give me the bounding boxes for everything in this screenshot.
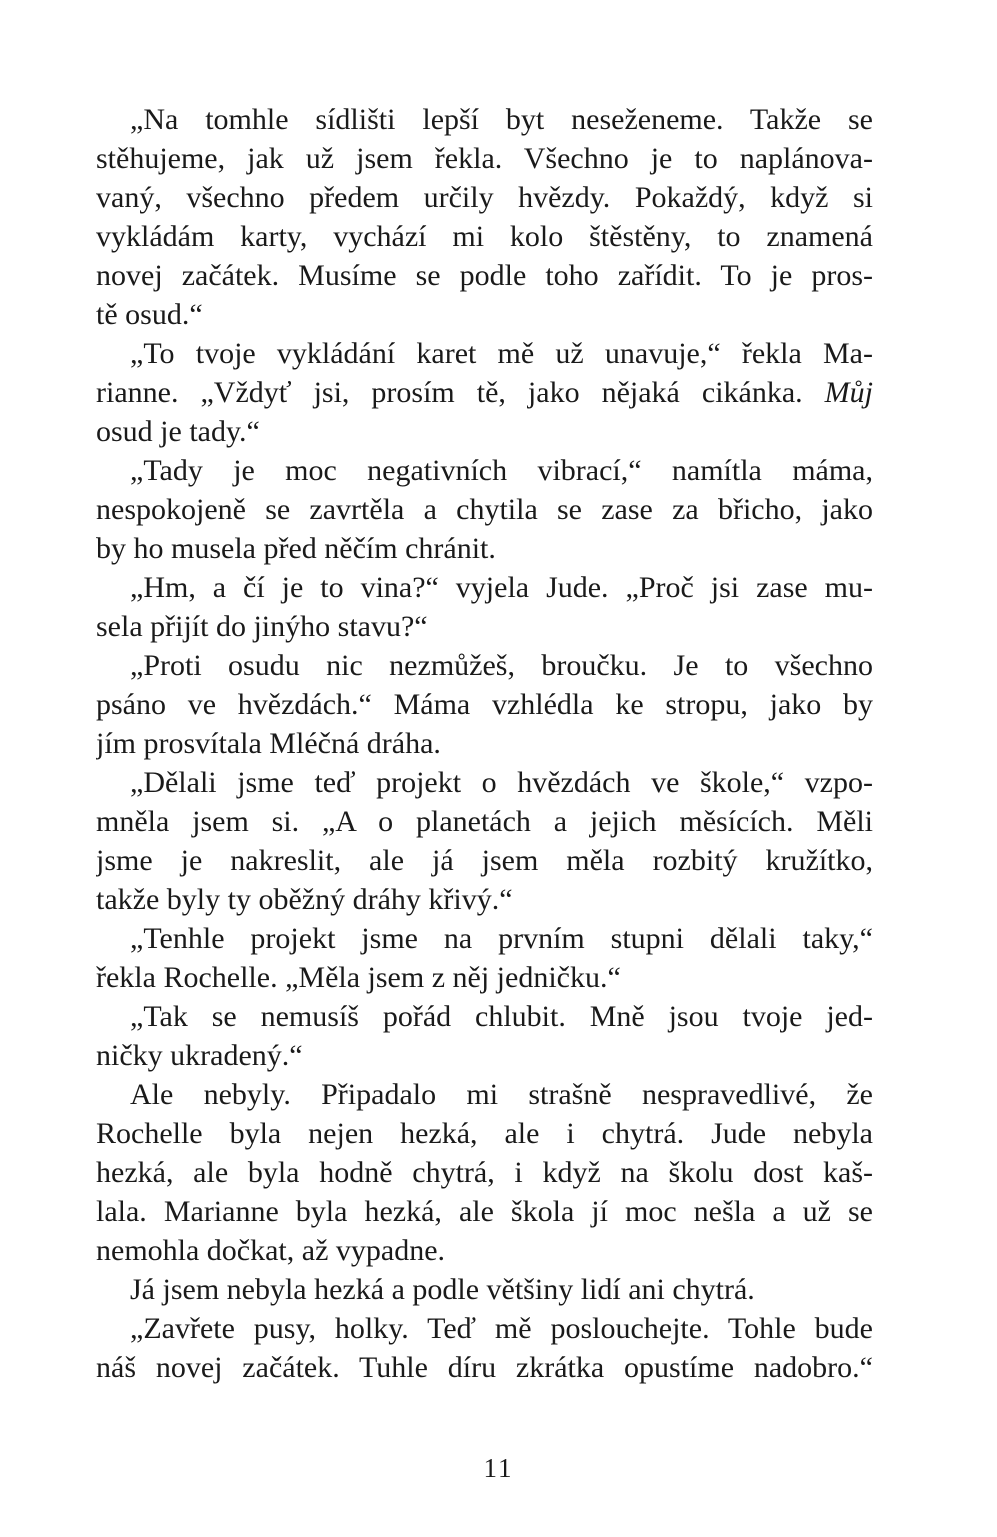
text-line: „Tenhle projekt jsme na prvním stupni dělali taky,“ [130, 922, 873, 955]
paragraph [96, 646, 873, 763]
text-line: „To tvoje vykládání karet mě už unavuje,“ řekla Ma- [130, 337, 873, 370]
text-line: Ale nebyly. Připadalo mi strašně nespravedlivé, že [130, 1078, 873, 1111]
text-line: lala. Marianne byla hezká, ale škola jí moc nešla a už se [96, 1195, 873, 1228]
text-line: jsme je nakreslit, ale já jsem měla rozbitý kružítko, [96, 844, 873, 877]
text-line: Já jsem nebyla hezká a podle většiny lidí ani chytrá. [130, 1273, 755, 1306]
text-line: sela přijít do jinýho stavu?“ [96, 610, 428, 643]
text-line: vykládám karty, vychází mi kolo štěstěny, to znamená [96, 220, 873, 253]
text-line: psáno ve hvězdách.“ Máma vzhlédla ke stropu, jako by [96, 688, 873, 721]
paragraph [96, 919, 873, 997]
text-line: „Proti osudu nic nezmůžeš, broučku. Je to všechno [130, 649, 873, 682]
text-line: „Na tomhle sídlišti lepší byt neseženeme. Takže se [130, 103, 873, 136]
text-line: ničky ukradený.“ [96, 1039, 303, 1072]
text-line: by ho musela před něčím chránit. [96, 532, 496, 565]
paragraph [96, 997, 873, 1075]
paragraph [96, 1309, 873, 1387]
paragraph [96, 100, 873, 334]
text-line: takže byly ty oběžný dráhy křivý.“ [96, 883, 513, 916]
text-line: „Tady je moc negativních vibrací,“ namítla máma, [130, 454, 873, 487]
paragraph [96, 334, 873, 451]
text-line: tě osud.“ [96, 298, 203, 331]
page-text [96, 100, 873, 1387]
page-number: 11 [483, 1453, 514, 1483]
text-line: stěhujeme, jak už jsem řekla. Všechno je to naplánova- [96, 142, 873, 175]
text-line: „Zavřete pusy, holky. Teď mě poslouchejte. Tohle bude [130, 1312, 873, 1345]
text-line: řekla Rochelle. „Měla jsem z něj jedničku.“ [96, 961, 621, 994]
paragraph [96, 568, 873, 646]
paragraph [96, 451, 873, 568]
text-line-with-italic: rianne. „Vždyť jsi, prosím tě, jako nějaká cikánka. Můj [96, 376, 873, 409]
paragraph [96, 1075, 873, 1270]
text-line: nemohla dočkat, až vypadne. [96, 1234, 446, 1267]
italic-word: Můj [824, 376, 873, 409]
text-line: hezká, ale byla hodně chytrá, i když na školu dost kaš- [96, 1156, 873, 1189]
paragraph [96, 763, 873, 919]
text-line: novej začátek. Musíme se podle toho zařídit. To je pros- [96, 259, 873, 292]
text-line: nespokojeně se zavrtěla a chytila se zase za břicho, jako [96, 493, 873, 526]
text-line: jím prosvítala Mléčná dráha. [96, 727, 441, 760]
text-line: „Hm, a čí je to vina?“ vyjela Jude. „Proč jsi zase mu- [130, 571, 873, 604]
text-line: Rochelle byla nejen hezká, ale i chytrá. Jude nebyla [96, 1117, 873, 1150]
text-line: mněla jsem si. „A o planetách a jejich měsících. Měli [96, 805, 873, 838]
text-line: vaný, všechno předem určily hvězdy. Pokaždý, když si [96, 181, 873, 214]
text-line: osud je tady.“ [96, 415, 260, 448]
paragraph [96, 1270, 873, 1309]
text-line: „Tak se nemusíš pořád chlubit. Mně jsou tvoje jed- [130, 1000, 873, 1033]
text-line: náš novej začátek. Tuhle díru zkrátka opustíme nadobro.“ [96, 1351, 873, 1384]
text-line: „Dělali jsme teď projekt o hvězdách ve škole,“ vzpo- [130, 766, 873, 799]
